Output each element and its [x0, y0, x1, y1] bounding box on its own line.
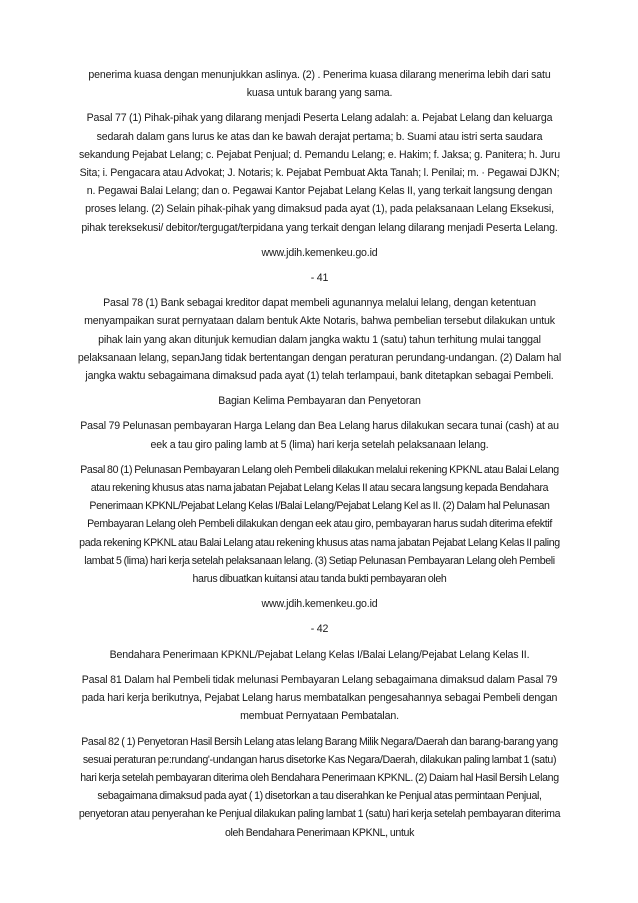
paragraph-kuasa-continuation: penerima kuasa dengan menunjukkan aslinya. (2) . Penerima kuasa dilarang menerima lebih dari satu kuasa untuk barang yang sama.	[88, 69, 551, 100]
source-url: www.jdih.kemenkeu.go.id	[261, 598, 378, 611]
paragraph-pasal-80: Pasal 80 (1) Pelunasan Pembayaran Lelang oleh Pembeli dilakukan melalui rekening KPKNL atau Balai Lelang atau rekening khusus atas nama jabatan Pejabat Lelang Kelas II atau secara langsung kepada Bendahara Penerimaan KPKNL/Pejabat Lelang Kelas I/Balai Lelang/Pejabat Lelang Kel as II. (2) Dalam hal Pelunasan Pembayaran Lelang oleh Pembeli dilakukan dengan eek atau giro, pembayaran harus sudah diterima efektif pada rekening KPKNL atau Balai Lelang atau rekening khusus atas nama jabatan Pejabat Lelang Kelas II paling lambat 5 (lima) hari kerja setelah pelaksanaan lelang. (3) Setiap Pelunasan Pembayaran Lelang oleh Pembeli harus dibuatkan kuitansi atau tanda bukti pembayaran oleh	[79, 463, 560, 586]
section-heading: Bagian Kelima Pembayaran dan Penyetoran	[218, 395, 421, 408]
paragraph-pasal-81: Pasal 81 Dalam hal Pembeli tidak melunasi Pembayaran Lelang sebagaimana dimaksud dalam Pasal 79 pada hari kerja berikutnya, Pejabat Lelang harus membatalkan pengesahannya sebagai Pembeli dengan membuat Pernyataan Pembatalan.	[81, 673, 558, 723]
paragraph-pasal-78: Pasal 78 (1) Bank sebagai kreditor dapat membeli agunannya melalui lelang, dengan ketentuan menyampaikan surat pernyataan dalam bentuk Akte Notaris, bahwa pembelian tersebut dilakukan untuk pihak lain yang akan ditunjuk kemudian dalam jangka waktu 1 (satu) tahun terhitung mulai tanggal pelaksanaan lelang, sepanJang tidak bertentangan dengan peraturan perundang-undangan. (2) Dalam hal jangka waktu sebagaimana dimaksud pada ayat (1) telah terlampaui, bank ditetapkan sebagai Pembeli.	[77, 297, 562, 383]
page-number: - 42	[310, 623, 329, 636]
paragraph-bendahara: Bendahara Penerimaan KPKNL/Pejabat Lelang Kelas I/Balai Lelang/Pejabat Lelang Kelas II.	[109, 648, 530, 661]
source-url: www.jdih.kemenkeu.go.id	[261, 246, 378, 259]
paragraph-pasal-77: Pasal 77 (1) Pihak-pihak yang dilarang menjadi Peserta Lelang adalah: a. Pejabat Lelang dan keluarga sedarah dalam gans lurus ke atas dan ke bawah derajat pertama; b. Suami atau istri serta saudara sekandung Pejabat Lelang; c. Pejabat Penjual; d. Pemandu Lelang; e. Hakim; f. Jaksa; g. Panitera; h. Juru Sita; i. Pengacara atau Advokat; J. Notaris; k. Pejabat Pembuat Akta Tanah; l. Penilai; m. · Pegawai DJKN; n. Pegawai Balai Lelang; dan o. Pegawai Kantor Pejabat Lelang Kelas II, yang terkait langsung dengan proses lelang. (2) Selain pihak-pihak yang dimaksud pada ayat (1), pada pelaksanaan Lelang Eksekusi, pihak tereksekusi/ debitor/tergugat/terpidana yang terkait dengan lelang dilarang menjadi Peserta Lelang.	[78, 112, 561, 234]
paragraph-pasal-82: Pasal 82 ( 1) Penyetoran Hasil Bersih Lelang atas lelang Barang Milik Negara/Daerah dan barang-barang yang sesuai peraturan pe:rundang'-undangan harus disetorke Kas Negara/Daerah, dilakukan paling lambat 1 (satu) hari kerja setelah pembayaran diterima oleh Bendahara Penerimaan KPKNL. (2) Daiam hal Hasil Bersih Lelang sebagaimana dimaksud pada ayat ( 1) disetorkan a tau diserahkan ke Penjual atas permintaan Penjual, penyetoran atau penyerahan ke Penjual dilakukan paling lambat 1 (satu) hari kerja setelah pembayaran diterima oleh Bendahara Penerimaan KPKNL, untuk	[78, 735, 561, 839]
document-page	[76, 66, 563, 849]
paragraph-pasal-79: Pasal 79 Pelunasan pembayaran Harga Lelang dan Bea Lelang harus dilakukan secara tunai (cash) at au eek a tau giro paling lamb at 5 (lima) hari kerja setelah pelaksanaan lelang.	[80, 420, 559, 451]
page-number: - 41	[310, 272, 329, 285]
